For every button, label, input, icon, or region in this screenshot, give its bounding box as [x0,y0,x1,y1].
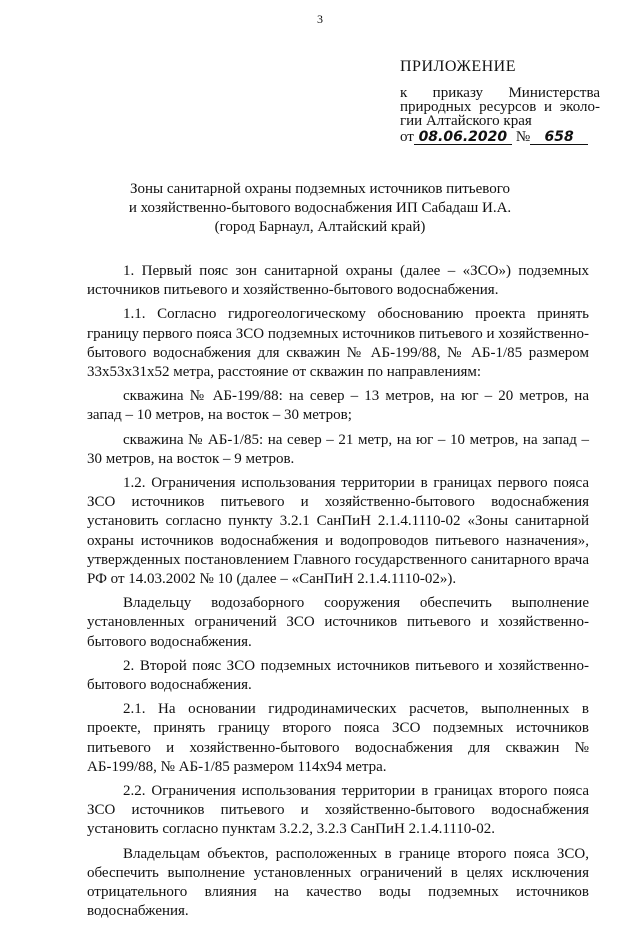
document-body [87,262,589,927]
paragraph: 2. Второй пояс ЗСО подземных источников питьевого и хозяйственно-бытового водоснабжения. [87,657,589,694]
title-line: (город Барнаул, Алтайский край) [214,219,426,235]
appendix-line: гии Алтайского края [400,113,532,129]
order-date: 08.06.2020 [414,130,512,145]
paragraph: Владельцам объектов, расположенных в границе второго пояса ЗСО, обеспечить выполнение установленных ограничений в целях исключения отрицательного влияния на качество воды подземных источников водоснабжения. [87,845,589,920]
title-line: и хозяйственно-бытового водоснабжения ИП Сабадаш И.А. [128,200,512,216]
paragraph: 2.1. На основании гидродинамических расчетов, выполненных в проекте, принять границу второго пояса ЗСО подземных источников питьевого и хозяйственно-бытового водоснабжения для скважин № АБ-199/88, № АБ-1/85 размером 114х94 метра. [87,701,589,775]
appendix-line: природных ресурсов и эколо- [400,99,600,115]
paragraph: 1.2. Ограничения использования территории в границах первого пояса ЗСО источников питьевого и хозяйственно-бытового водоснабжения установить согласно пункту 3.2.1 СанПиН 2.1.4.1110-02 «Зоны санитарной охраны источников водоснабжения и водопроводов питьевого назначения», утвержденных постановлением Главного государственного санитарного врача РФ от 14.03.2002 № 10 (далее – «СанПиН 2.1.4.1110-02»). [87,475,589,588]
order-number: 658 [530,130,588,145]
document-title [0,180,640,237]
paragraph: 1. Первый пояс зон санитарной охраны (далее – «ЗСО») подземных источников питьевого и хозяйственно-бытового водоснабжения. [87,263,589,299]
paragraph: Владельцу водозаборного сооружения обеспечить выполнение установленных ограничений ЗСО источников питьевого и хозяйственно-бытового водоснабжения. [87,595,589,650]
paragraph: скважина № АБ-199/88: на север – 13 метров, на юг – 20 метров, на запад – 10 метров, на восток – 30 метров; [87,388,589,424]
paragraph: 2.2. Ограничения использования территории в границах второго пояса ЗСО источников питьевого и хозяйственно-бытового водоснабжения установить согласно пунктам 3.2.2, 3.2.3 СанПиН 2.1.4.1110-02. [87,783,589,838]
order-reference [400,130,600,145]
from-label: от [400,129,414,145]
appendix-block [400,60,600,145]
page-number: 3 [317,12,323,26]
paragraph: скважина № АБ-1/85: на север – 21 метр, на юг – 10 метров, на запад – 30 метров, на восток – 9 метров. [87,431,589,467]
number-label: № [515,129,531,145]
title-line: Зоны санитарной охраны подземных источников питьевого [129,181,511,197]
appendix-title: ПРИЛОЖЕНИЕ [400,58,517,75]
appendix-line: к приказу Министерства [400,85,600,101]
paragraph: 1.1. Согласно гидрогеологическому обоснованию проекта принять границу первого пояса ЗСО подземных источников питьевого и хозяйственно-бытового водоснабжения для скважин № АБ-199/88, № АБ-1/85 размером 33х53х31х52 метра, расстояние от скважин по направлениям: [87,306,589,381]
